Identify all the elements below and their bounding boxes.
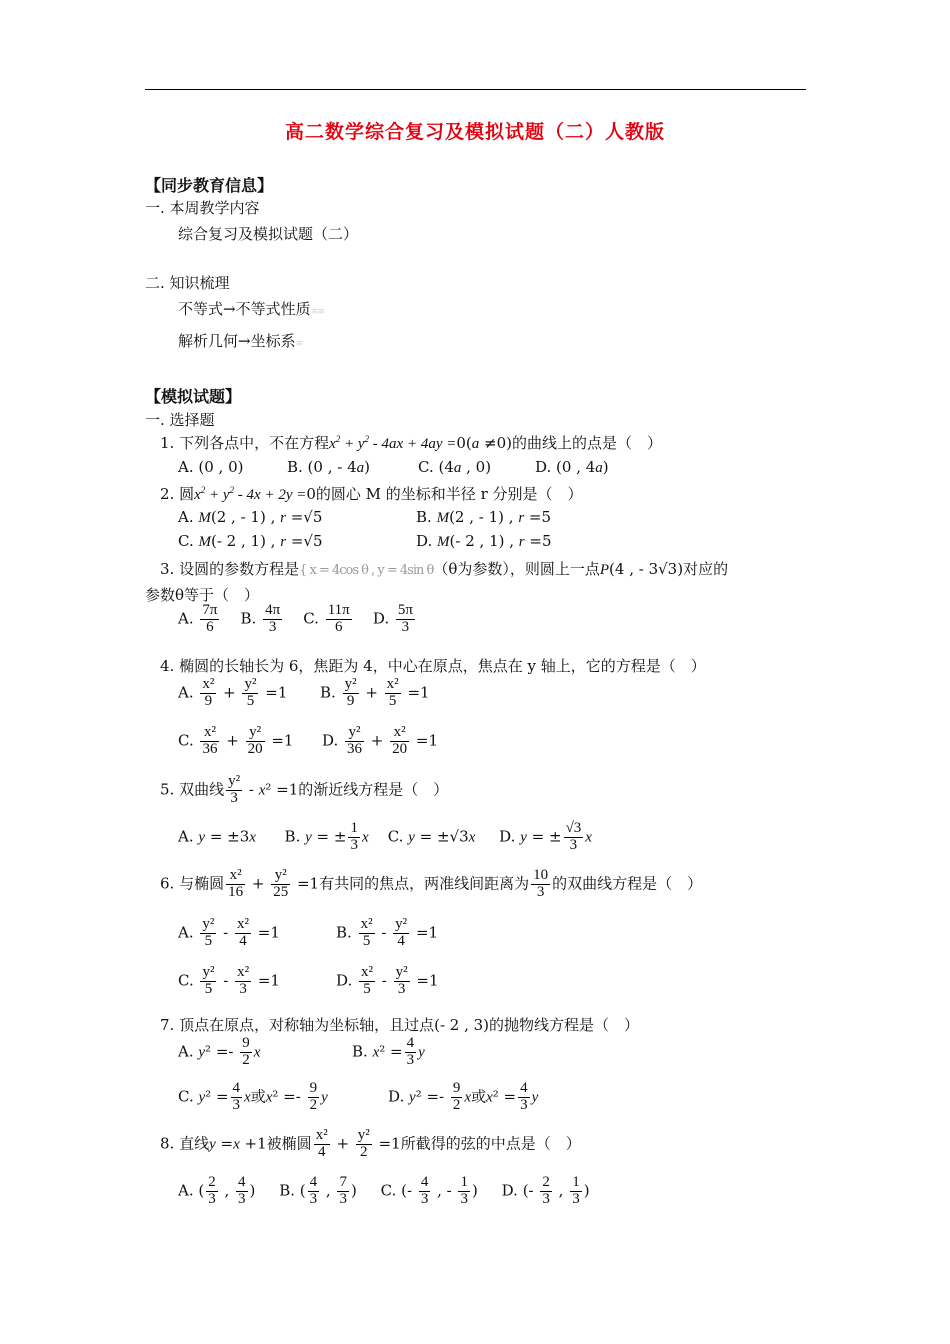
section-header-mock: 【模拟试题】 bbox=[145, 387, 242, 406]
q2-option-d: D. M(- 2 , 1) , r =5 bbox=[416, 532, 552, 550]
q1-option-c: C. (4a , 0) bbox=[418, 458, 492, 476]
question-7: 7. 顶点在原点，对称轴为坐标轴，且过点(- 2 , 3)的抛物线方程是（ ） bbox=[160, 1016, 640, 1034]
week-content-body: 综合复习及模拟试题（二） bbox=[178, 225, 359, 243]
q2-option-b: B. M(2 , - 1) , r =5 bbox=[416, 508, 552, 526]
question-6: 6. 与椭圆 $\frac{\text{x²}}{16}$ + $\frac{\text{y²}}{25}$ =1有共同的焦点，两准线间距离为 $\frac{10}{3}$ 的双曲线方程是（ ） bbox=[160, 867, 703, 900]
q6-option-b: B. $\frac{\text{x²}}{5}$ - $\frac{\text{y²}}{4}$ =1 bbox=[336, 916, 439, 949]
q6-option-c: C. $\frac{\text{y²}}{5}$ - $\frac{\text{x²}}{3}$ =1 bbox=[178, 964, 280, 997]
knowledge-item-inequality: 不等式→不等式性质≡≡ bbox=[178, 300, 324, 318]
q6-option-a: A. $\frac{\text{y²}}{5}$ - $\frac{\text{x²}}{4}$ =1 bbox=[178, 916, 280, 949]
section-header-sync: 【同步教育信息】 bbox=[145, 176, 274, 195]
q1-option-d: D. (0 , 4a) bbox=[535, 458, 609, 476]
question-1: 1. 下列各点中，不在方程$x^2 + y^2 - 4ax + 4ay =0(a \ne 0)$的曲线上的点是（ ） bbox=[160, 434, 663, 452]
doc-title: 高二数学综合复习及模拟试题（二）人教版 bbox=[284, 121, 665, 143]
q1-option-b: B. (0 , - 4a) bbox=[287, 458, 370, 476]
q4-option-a: A. $\frac{\text{x²}}{9}$ + $\frac{\text{y²}}{5}$ =1 bbox=[178, 676, 288, 709]
question-2: 2. 圆$x^2 + y^2 - 4x + 2y =0$的圆心 M 的坐标和半径 r 分别是（ ） bbox=[160, 485, 583, 503]
question-5: 5. 双曲线 $\frac{\text{y²}}{3}$ - x² =1的渐近线方程是（ ） bbox=[160, 773, 449, 806]
q3-options: A. $\frac{7\pi}{6}$ B. $\frac{4\pi}{3}$ C. $\frac{11\pi}{6}$ D. $\frac{5\pi}{3}$ bbox=[178, 602, 413, 635]
knowledge-item-geometry: 解析几何→坐标系≡ bbox=[178, 332, 303, 350]
week-content-heading: 一. 本周教学内容 bbox=[145, 199, 260, 217]
question-8: 8. 直线y =x +1被椭圆 $\frac{\text{x²}}{4}$ + $\frac{\text{y²}}{2}$ =1所截得的弦的中点是（ ） bbox=[160, 1127, 581, 1160]
knowledge-heading: 二. 知识梳理 bbox=[145, 274, 230, 292]
q2-option-c: C. M(- 2 , 1) , r =√5 bbox=[178, 532, 323, 550]
q2-option-a: A. M(2 , - 1) , r =√5 bbox=[178, 508, 323, 526]
question-3: 3. 设圆的参数方程是{ x = 4cos θ , y = 4sin θ（θ为参数），则圆上一点P(4 , - 3√3)对应的 bbox=[160, 560, 729, 578]
question-4: 4. 椭圆的长轴长为 6，焦距为 4，中心在原点，焦点在 y 轴上，它的方程是（ ） bbox=[160, 657, 706, 675]
q7-option-b: B. x² = $\frac{4}{3}$ y bbox=[352, 1035, 425, 1068]
q7-option-a: A. y² =- $\frac{9}{2}$ x bbox=[178, 1035, 261, 1068]
q1-option-a: A. (0 , 0) bbox=[178, 458, 244, 476]
choice-heading: 一. 选择题 bbox=[145, 411, 215, 429]
q5-options: A. y = ±3x B. y = ± $\frac{1}{3}$ x C. y = ±√3x D. y = ± $\frac{√3}{3}$ x bbox=[178, 820, 592, 853]
q6-option-d: D. $\frac{\text{x²}}{5}$ - $\frac{\text{y²}}{3}$ =1 bbox=[336, 964, 439, 997]
header-rule bbox=[145, 89, 806, 90]
q8-options: A. ( $\frac{2}{3}$ , $\frac{4}{3}$ ) B. ( $\frac{4}{3}$ , $\frac{7}{3}$ ) C. (- $\frac{4}{3}$ , - $\frac{1}{3}$ ) D. (- $\frac{2}{3}$ , $\frac{1}{3}$ ) bbox=[178, 1174, 590, 1207]
question-3-line2: 参数θ等于（ ） bbox=[145, 586, 260, 604]
q4-option-b: B. $\frac{\text{y²}}{9}$ + $\frac{\text{x²}}{5}$ =1 bbox=[320, 676, 430, 709]
q7-option-d: D. y² =- $\frac{9}{2}$ x或x² = $\frac{4}{3}$ y bbox=[388, 1080, 539, 1113]
q4-option-d: D. $\frac{\text{y²}}{36}$ + $\frac{\text{x²}}{20}$ =1 bbox=[322, 724, 439, 757]
q4-option-c: C. $\frac{\text{x²}}{36}$ + $\frac{\text{y²}}{20}$ =1 bbox=[178, 724, 294, 757]
q7-option-c: C. y² = $\frac{4}{3}$ x或x² =- $\frac{9}{2}$ y bbox=[178, 1080, 328, 1113]
